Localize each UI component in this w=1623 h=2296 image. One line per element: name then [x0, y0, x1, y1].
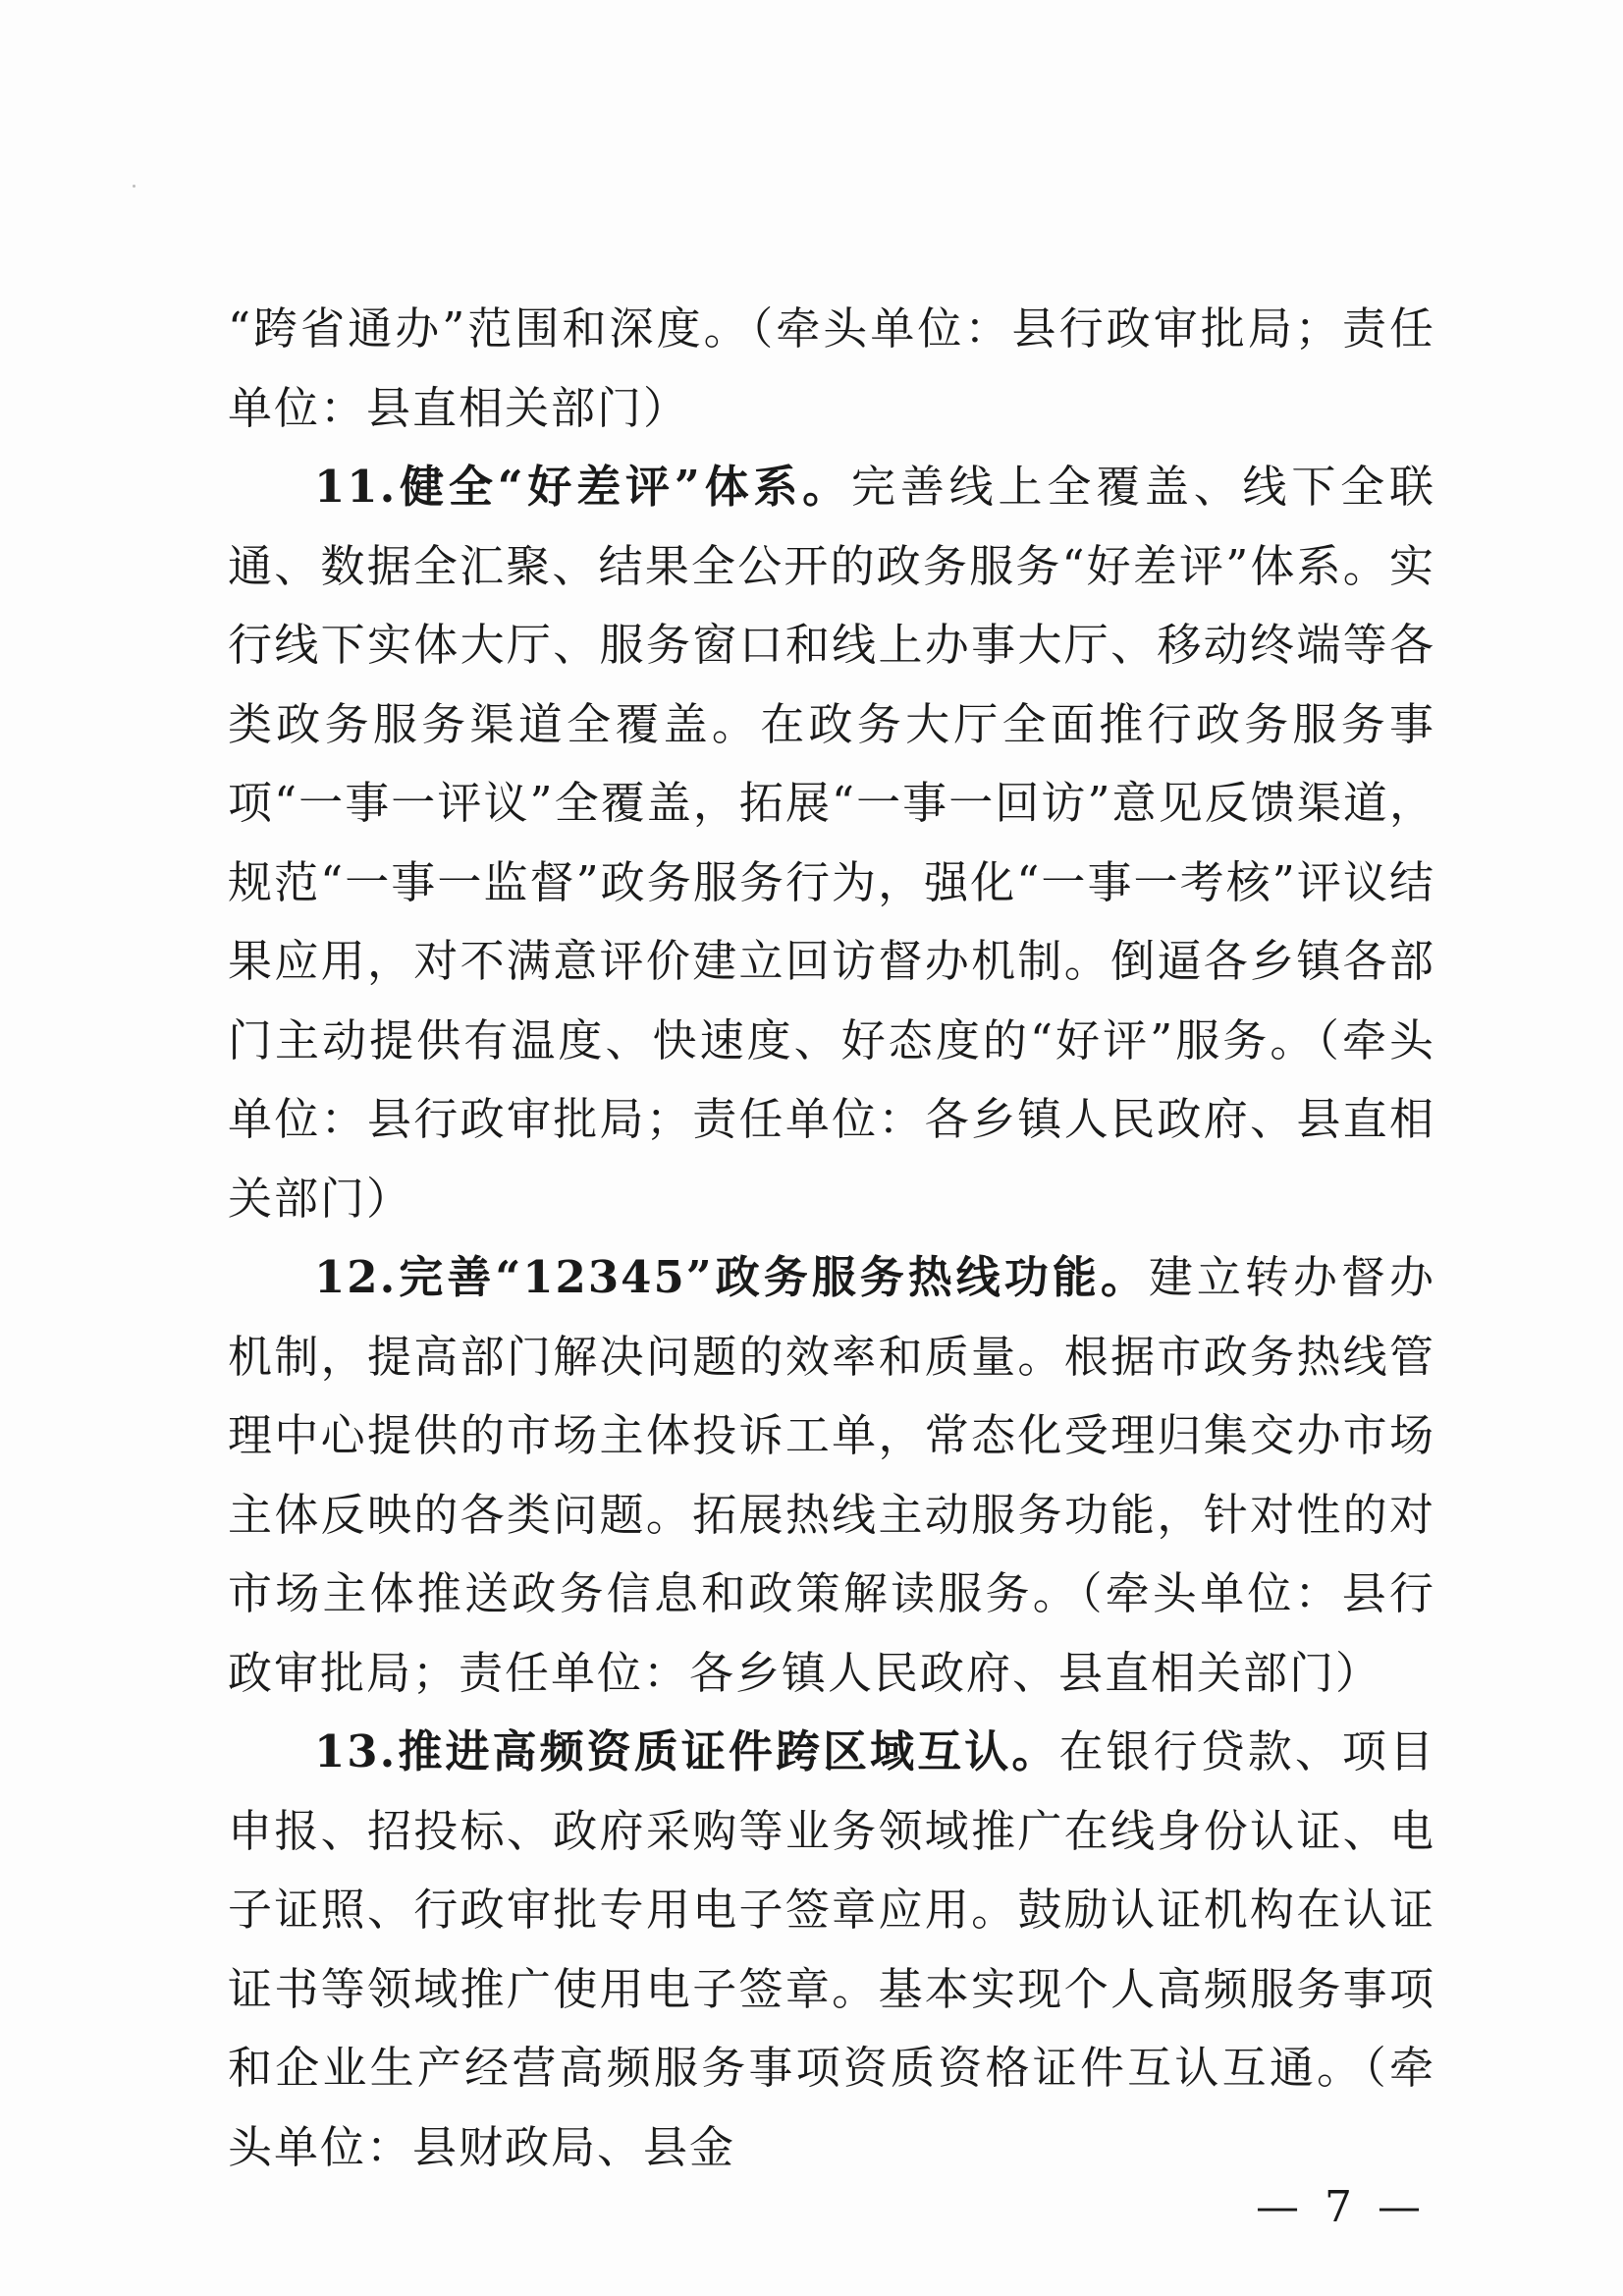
document-body — [228, 290, 1435, 2187]
item-12-heading: 12.完善“12345”政务服务热线功能。 — [314, 1251, 1149, 1303]
item-11-text: 完善线上全覆盖、线下全联通、数据全汇聚、结果全公开的政务服务“好差评”体系。实行线下实体大厅、服务窗口和线上办事大厅、移动终端等各类政务服务渠道全覆盖。在政务大厅全面推行政务服务事项“一事一评议”全覆盖，拓展“一事一回访”意见反馈渠道，规范“一事一监督”政务服务行为，强化“一事一考核”评议结果应用，对不满意评价建立回访督办机制。倒逼各乡镇各部门主动提供有温度、快速度、好态度的“好评”服务。（牵头单位：县行政审批局；责任单位：各乡镇人民政府、县直相关部门） — [228, 461, 1435, 1225]
item-13-heading: 13.推进高频资质证件跨区域互认。 — [314, 1725, 1059, 1777]
item-11-paragraph — [228, 448, 1435, 1238]
continuation-paragraph: “跨省通办”范围和深度。（牵头单位：县行政审批局；责任单位：县直相关部门） — [228, 302, 1435, 434]
scan-speck — [133, 185, 135, 188]
item-11-heading: 11.健全“好差评”体系。 — [314, 461, 852, 513]
item-12-text: 建立转办督办机制，提高部门解决问题的效率和质量。根据市政务热线管理中心提供的市场主体投诉工单，常态化受理归集交办市场主体反映的各类问题。拓展热线主动服务功能，针对性的对市场主体推送政务信息和政策解读服务。（牵头单位：县行政审批局；责任单位：各乡镇人民政府、县直相关部门） — [228, 1251, 1435, 1699]
item-13-paragraph — [228, 1713, 1435, 2187]
page-number: — 7 — — [1256, 2182, 1427, 2232]
item-13-text: 在银行贷款、项目申报、招投标、政府采购等业务领域推广在线身份认证、电子证照、行政审批专用电子签章应用。鼓励认证机构在认证证书等领域推广使用电子签章。基本实现个人高频服务事项和企业生产经营高频服务事项资质资格证件互认互通。（牵头单位：县财政局、县金 — [228, 1725, 1435, 2173]
item-12-paragraph — [228, 1238, 1435, 1713]
